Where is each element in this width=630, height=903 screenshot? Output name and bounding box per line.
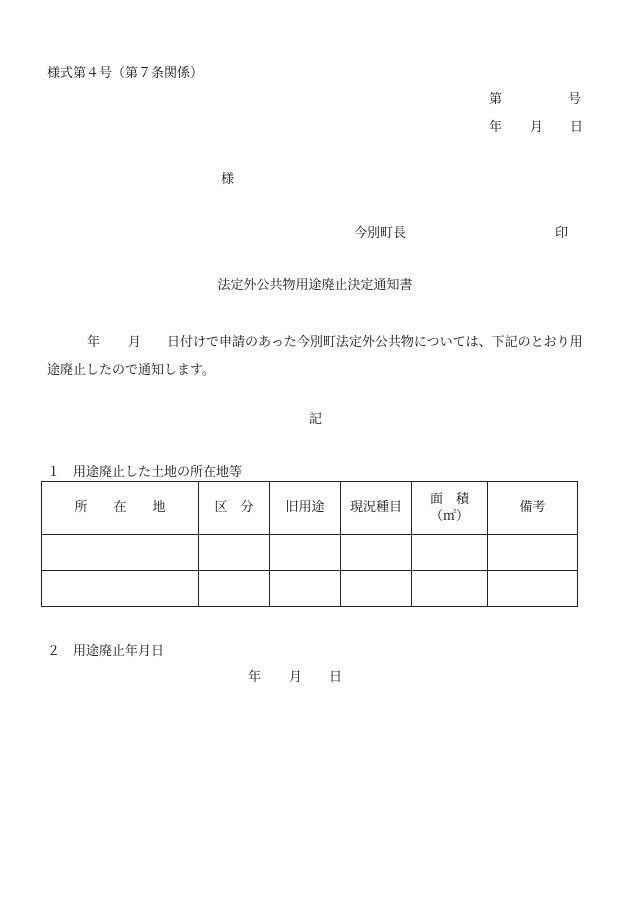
body-year: 年 xyxy=(87,335,101,350)
seal-mark: 印 xyxy=(555,226,569,241)
header-remarks: 備考 xyxy=(488,482,578,535)
doc-number-suffix: 号 xyxy=(568,92,582,107)
body-month: 月 xyxy=(128,335,142,350)
table-row xyxy=(42,571,578,607)
cell-remarks[interactable] xyxy=(488,571,578,607)
ki-heading: 記 xyxy=(309,412,323,427)
cell-current-type[interactable] xyxy=(341,571,412,607)
issue-date-month: 月 xyxy=(530,120,544,135)
abolition-date-day: 日 xyxy=(329,670,343,685)
section1-heading: １ 用途廃止した土地の所在地等 xyxy=(47,465,243,480)
cell-area[interactable] xyxy=(412,571,488,607)
abolition-date-month: 月 xyxy=(289,670,303,685)
cell-remarks[interactable] xyxy=(488,535,578,571)
cell-current-type[interactable] xyxy=(341,535,412,571)
addressee-honorific: 様 xyxy=(221,172,235,187)
table-header-row xyxy=(42,482,578,535)
land-table xyxy=(41,481,578,607)
table-row xyxy=(42,535,578,571)
header-area xyxy=(412,482,488,535)
header-current-type: 現況種目 xyxy=(341,482,412,535)
sender-name: 今別町長 xyxy=(354,226,407,241)
header-area-unit: （㎡） xyxy=(429,509,469,524)
header-former-use: 旧用途 xyxy=(270,482,341,535)
document-title: 法定外公共物用途廃止決定通知書 xyxy=(217,278,413,293)
body-paragraph xyxy=(47,329,587,385)
issue-date-day: 日 xyxy=(570,120,584,135)
header-area-label: 面 積 xyxy=(429,492,469,507)
cell-location[interactable] xyxy=(42,571,199,607)
doc-number-prefix: 第 xyxy=(489,92,503,107)
body-rest: 日付けで申請のあった今別町法定外公共物については、下記のとおり用途廃止したので通知します。 xyxy=(47,335,583,378)
issue-date-year: 年 xyxy=(489,120,503,135)
cell-area[interactable] xyxy=(412,535,488,571)
cell-category[interactable] xyxy=(199,535,270,571)
cell-former-use[interactable] xyxy=(270,535,341,571)
cell-category[interactable] xyxy=(199,571,270,607)
header-location: 所 在 地 xyxy=(42,482,199,535)
cell-former-use[interactable] xyxy=(270,571,341,607)
section2-heading: ２ 用途廃止年月日 xyxy=(47,644,165,659)
cell-location[interactable] xyxy=(42,535,199,571)
header-category: 区 分 xyxy=(199,482,270,535)
abolition-date-year: 年 xyxy=(248,670,262,685)
form-number: 様式第４号（第７条関係） xyxy=(47,66,204,81)
